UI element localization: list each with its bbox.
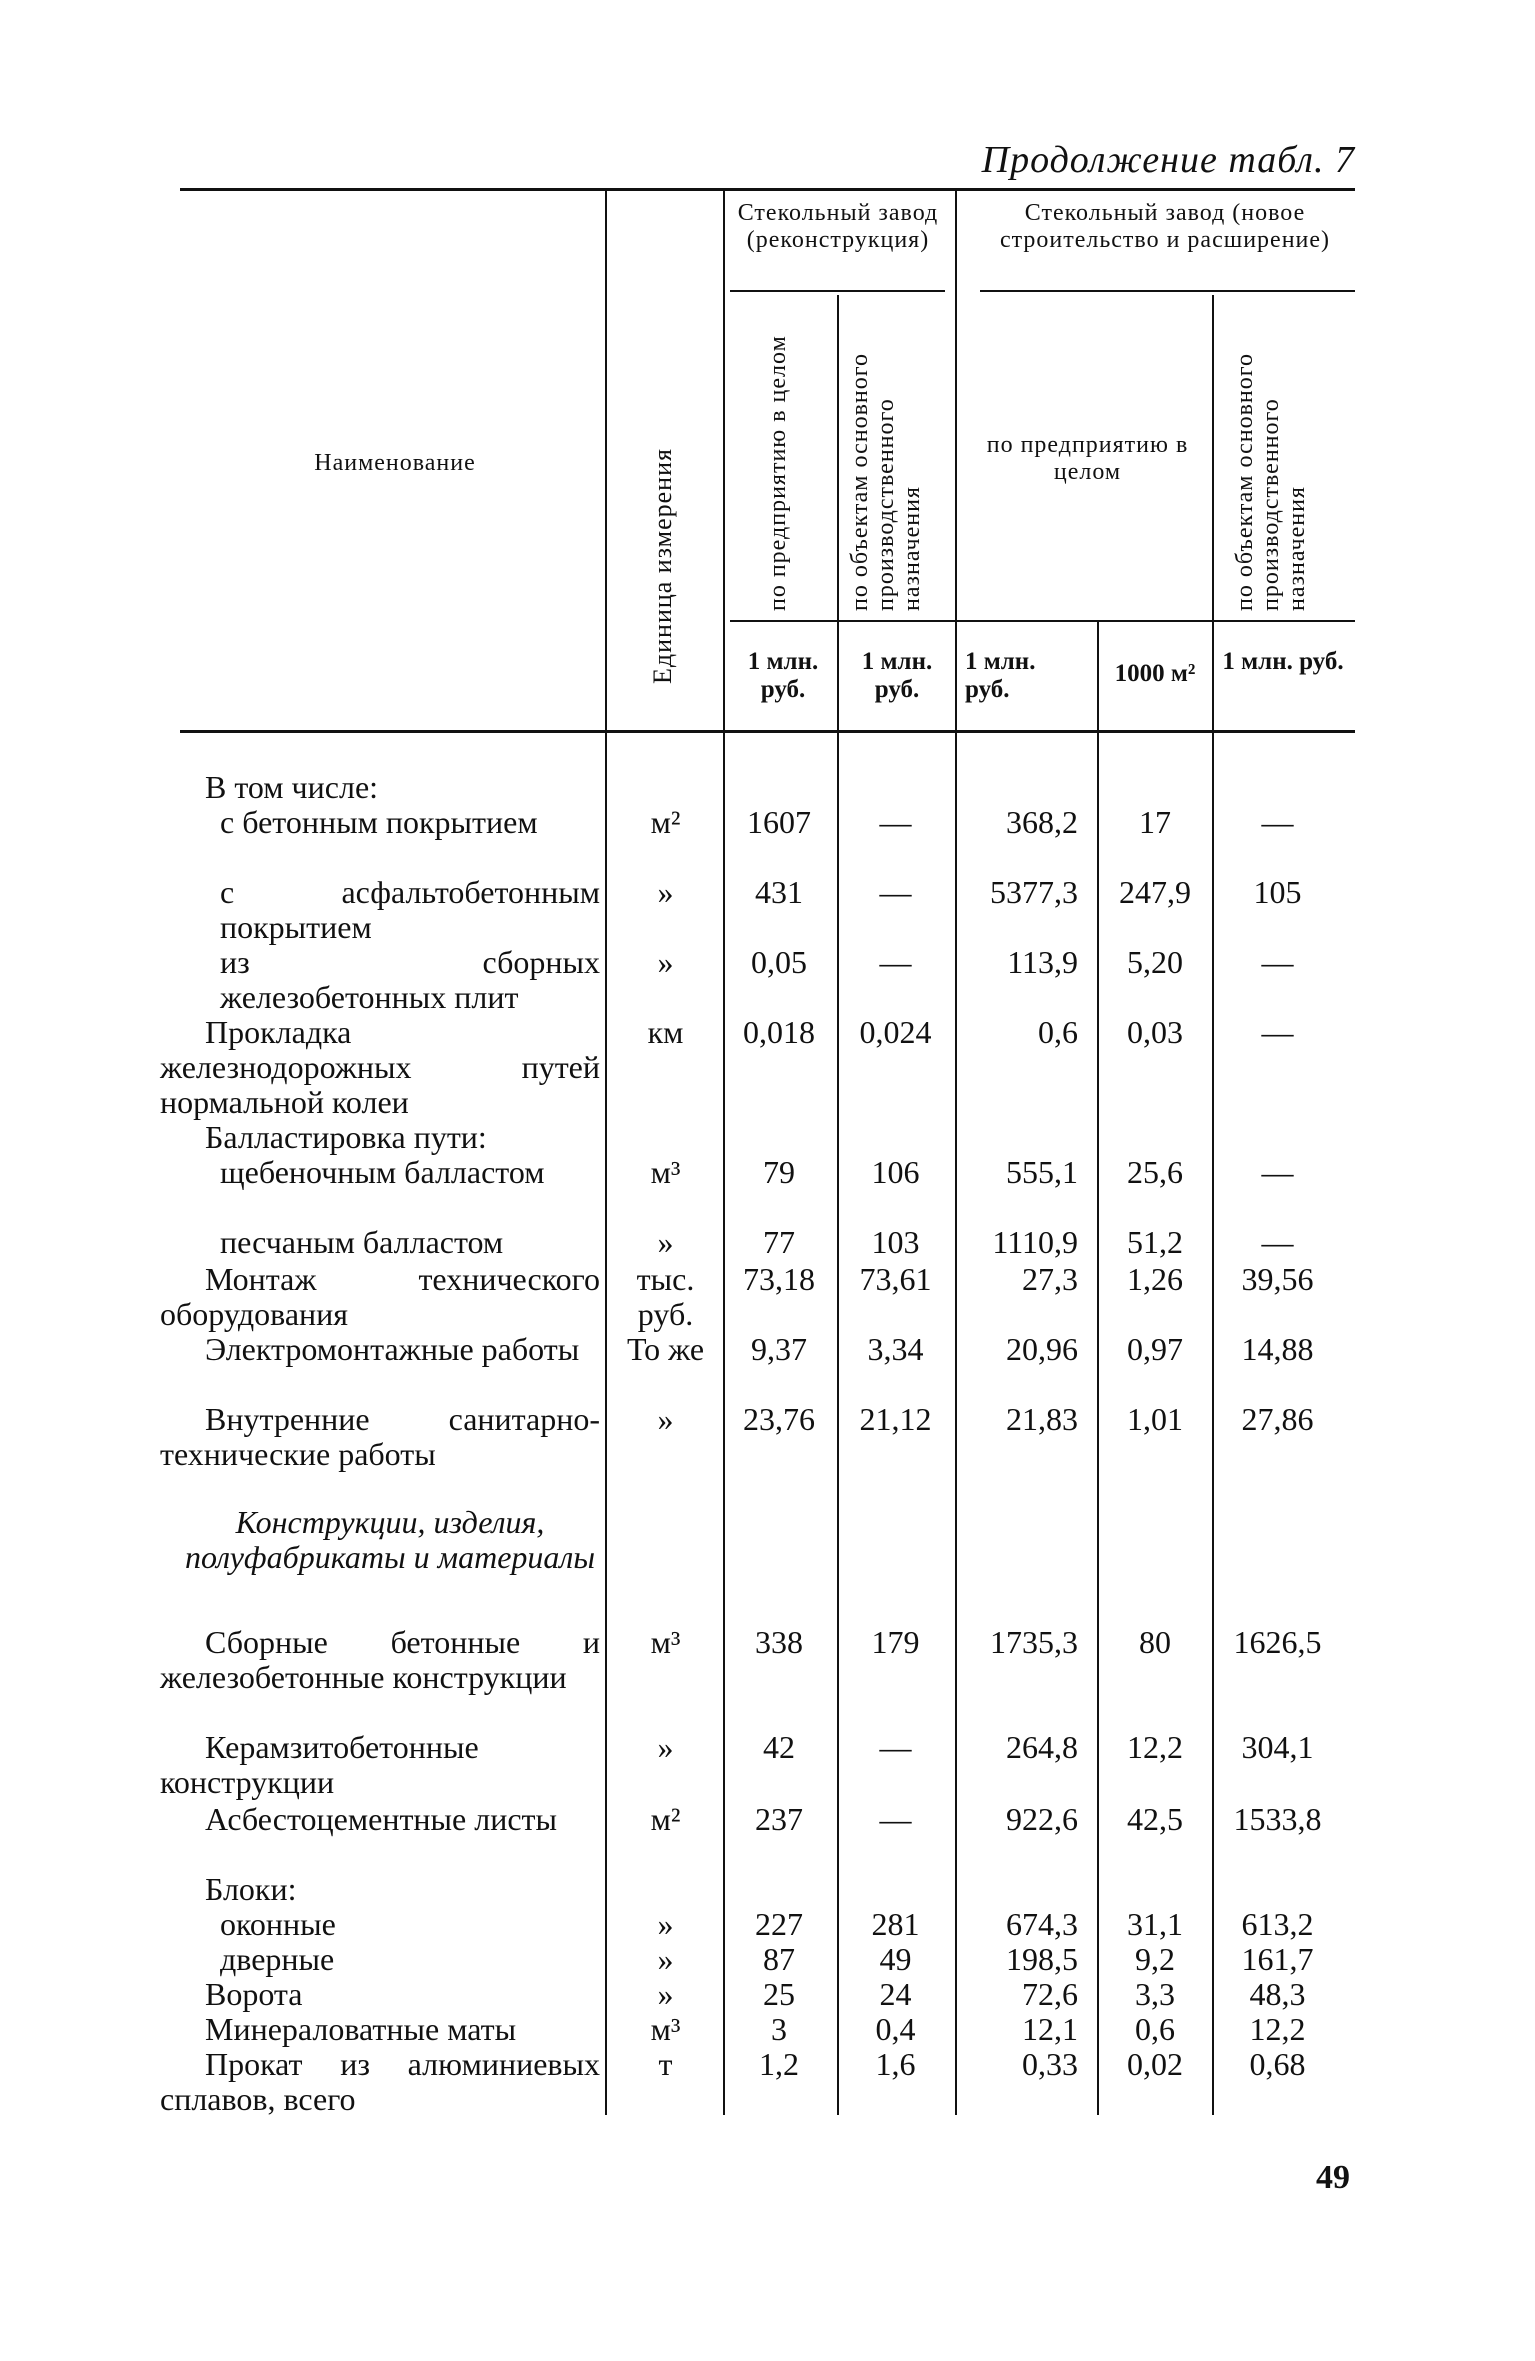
row-value-3: 0,33 [1022,2046,1078,2082]
row-name: с бетонным покрытием [220,804,538,840]
row-name: оконные [220,1906,336,1942]
row-value-4: 31,1 [1127,1906,1183,1942]
unit-c4: 1000 м² [1114,660,1196,687]
row-value-3: 21,83 [1006,1401,1078,1437]
row-value-3: 368,2 [1006,804,1078,840]
row-name: дверные [220,1941,335,1977]
row-value-5: 48,3 [1249,1976,1306,2012]
row-value-4: 0,03 [1127,1014,1183,1050]
row-name: песчаным балластом [220,1224,504,1260]
row-name: Внутренние санитарно-технические работы [160,1401,600,1472]
row-value-1: 338 [755,1624,803,1660]
row-value-5: — [1261,804,1294,840]
col-divider-c5 [1212,295,1214,2115]
header-sub3: по предприятию в целом [986,432,1189,485]
row-value-2: 179 [871,1624,920,1660]
row-value-2: — [879,804,912,840]
row-value-4: 0,6 [1135,2011,1175,2047]
row-value-3: 27,3 [1022,1261,1078,1297]
row-unit: тыс. руб. [636,1261,695,1332]
row-value-1: 1607 [747,804,811,840]
row-value-2: 49 [879,1941,912,1977]
row-value-4: 17 [1139,804,1171,840]
row-value-3: 72,6 [1022,1976,1078,2012]
row-value-5: 161,7 [1241,1941,1314,1977]
row-value-1: 42 [763,1729,795,1765]
row-value-4: 0,02 [1127,2046,1183,2082]
row-name: Керамзитобетонные конструкции [160,1729,479,1800]
row-value-5: 105 [1253,874,1302,910]
row-name: В том числе: [205,769,379,805]
row-unit: » [657,1941,674,1977]
units-rule [730,620,1355,622]
row-value-1: 9,37 [751,1331,807,1367]
row-name: Сборные бетонные и железобетонные конструкции [160,1624,600,1695]
group2-rule [980,290,1355,292]
row-value-1: 25 [763,1976,795,2012]
section-heading: Конструкции, изделия, полуфабрикаты и материалы [184,1504,596,1575]
header-sub4: по объектам основного производственного назначения [1232,353,1310,611]
row-name: Блоки: [205,1871,297,1907]
row-unit: » [657,944,674,980]
row-unit: м³ [650,1154,681,1190]
row-value-1: 73,18 [743,1261,815,1297]
row-name: Балластировка пути: [205,1119,487,1155]
row-name: Прокладка железнодорожных путей нормальной колеи [160,1014,600,1120]
table-caption: Продолжение табл. 7 [981,139,1355,181]
row-name: с асфальтобетонным покрытием [220,874,600,945]
row-value-3: 922,6 [1006,1801,1078,1837]
row-value-1: 227 [755,1906,803,1942]
row-value-4: 247,9 [1119,874,1191,910]
row-value-2: — [879,944,912,980]
row-value-4: 80 [1139,1624,1171,1660]
unit-c2: 1 млн. руб. [861,648,933,703]
unit-c5: 1 млн. руб. [1222,648,1344,675]
row-unit: » [657,1976,674,2012]
row-value-4: 1,26 [1127,1261,1183,1297]
row-value-5: 1626,5 [1233,1624,1322,1660]
row-value-3: 1110,9 [992,1224,1078,1260]
row-name: Монтаж технического оборудования [160,1261,600,1332]
row-value-1: 431 [755,874,803,910]
row-value-1: 23,76 [743,1401,815,1437]
row-value-1: 87 [763,1941,795,1977]
header-sub2: по объектам основного производственного назначения [847,353,925,611]
row-value-2: 1,6 [875,2046,916,2082]
row-value-4: 5,20 [1127,944,1183,980]
header-group1: Стекольный завод (реконструкция) [737,200,939,253]
row-unit: км [647,1014,684,1050]
row-value-2: — [879,874,912,910]
header-name: Наименование [314,450,476,476]
row-name: Минераловатные маты [205,2011,517,2047]
row-value-1: 79 [763,1154,795,1190]
row-value-5: 12,2 [1249,2011,1306,2047]
row-value-2: 281 [871,1906,920,1942]
unit-c1: 1 млн. руб. [747,648,819,703]
row-value-2: 21,12 [859,1401,932,1437]
row-value-4: 0,97 [1127,1331,1183,1367]
row-name: из сборных железобетонных плит [220,944,600,1015]
row-unit: » [657,1224,674,1260]
row-unit: » [657,874,674,910]
header-sub1: по предприятию в целом [765,335,791,611]
row-value-5: — [1261,944,1294,980]
row-name: Электромонтажные работы [205,1331,580,1367]
row-value-5: 39,56 [1241,1261,1314,1297]
row-unit: м² [650,804,681,840]
row-value-2: 3,34 [867,1331,924,1367]
row-value-2: — [879,1729,912,1765]
row-name: Прокат из алюминиевых сплавов, всего [160,2046,600,2117]
row-unit: т [658,2046,673,2082]
row-value-1: 1,2 [759,2046,799,2082]
row-unit: То же [626,1331,705,1367]
row-value-5: — [1261,1014,1294,1050]
row-value-3: 113,9 [1007,944,1078,980]
row-value-3: 5377,3 [990,874,1078,910]
row-value-1: 77 [763,1224,795,1260]
row-value-4: 51,2 [1127,1224,1183,1260]
unit-c3: 1 млн. руб. [965,648,1036,703]
row-value-5: 27,86 [1241,1401,1314,1437]
row-value-3: 20,96 [1006,1331,1078,1367]
row-unit: » [657,1401,674,1437]
row-value-5: 304,1 [1241,1729,1314,1765]
row-unit: м² [650,1801,681,1837]
row-unit: » [657,1729,674,1765]
col-divider-unit [605,190,607,2115]
row-unit: м³ [650,1624,681,1660]
row-value-2: 0,024 [859,1014,932,1050]
row-value-5: — [1261,1154,1294,1190]
row-value-3: 264,8 [1006,1729,1078,1765]
row-value-1: 237 [755,1801,803,1837]
row-value-3: 674,3 [1006,1906,1078,1942]
row-value-3: 198,5 [1006,1941,1078,1977]
row-value-4: 3,3 [1135,1976,1175,2012]
row-value-1: 0,018 [743,1014,815,1050]
page-number: 49 [1316,2159,1350,2196]
row-name: Асбестоцементные листы [205,1801,558,1837]
row-value-3: 12,1 [1022,2011,1078,2047]
header-group2: Стекольный завод (новое строительство и расширение) [999,200,1331,253]
row-value-2: 0,4 [875,2011,916,2047]
row-name: Ворота [205,1976,303,2012]
row-value-3: 555,1 [1006,1154,1078,1190]
row-value-5: — [1261,1224,1294,1260]
row-value-5: 14,88 [1241,1331,1314,1367]
group1-rule [730,290,945,292]
row-name: щебеночным балластом [220,1154,545,1190]
table-top-rule [180,188,1355,191]
row-value-4: 42,5 [1127,1801,1183,1837]
row-value-4: 9,2 [1135,1941,1175,1977]
row-value-5: 1533,8 [1233,1801,1322,1837]
row-unit: м³ [650,2011,681,2047]
row-unit: » [657,1906,674,1942]
row-value-2: 106 [871,1154,920,1190]
row-value-4: 12,2 [1127,1729,1183,1765]
row-value-4: 1,01 [1127,1401,1183,1437]
row-value-2: 73,61 [859,1261,932,1297]
row-value-5: 0,68 [1249,2046,1306,2082]
row-value-3: 1735,3 [990,1624,1078,1660]
row-value-2: 24 [879,1976,912,2012]
row-value-3: 0,6 [1038,1014,1078,1050]
col-divider-c2 [837,295,839,2115]
row-value-2: — [879,1801,912,1837]
col-divider-c4 [1097,622,1099,2115]
header-bottom-rule [180,730,1355,733]
row-value-5: 613,2 [1241,1906,1314,1942]
row-value-4: 25,6 [1127,1154,1183,1190]
row-value-1: 3 [771,2011,787,2047]
row-value-2: 103 [871,1224,920,1260]
row-value-1: 0,05 [751,944,807,980]
header-unit: Единица измерения [648,448,677,684]
col-divider-c3 [955,190,957,2115]
